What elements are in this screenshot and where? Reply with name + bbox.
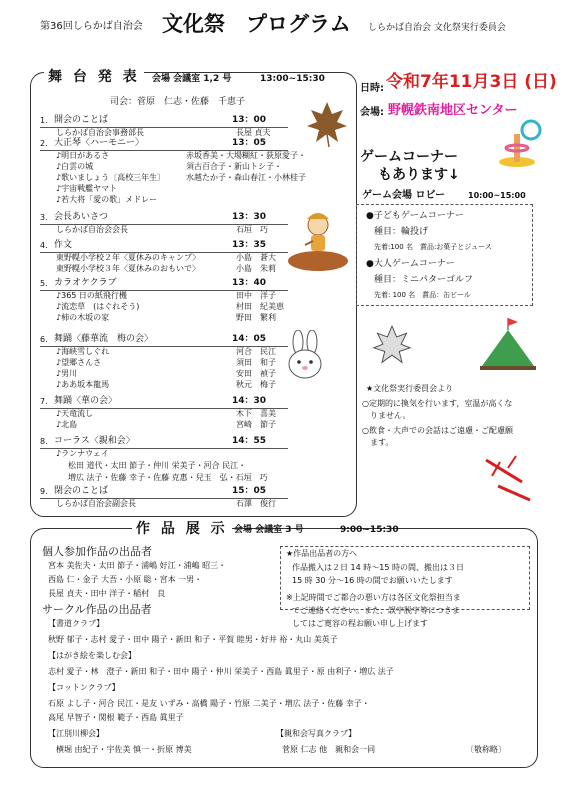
program-performer: 河合 民江 bbox=[236, 347, 276, 356]
club-members-calligraphy: 秋野 郁子・志村 愛子・田中 陽子・新田 和子・平賀 睦男・好井 裕・丸山 美英子 bbox=[48, 635, 338, 644]
chorus-members-1: 松田 道代・太田 節子・仲川 栄美子・河合 民江・ bbox=[68, 461, 247, 470]
honorific-note: 〔敬称略〕 bbox=[466, 745, 506, 754]
ring-toss-icon bbox=[495, 118, 545, 168]
program-performer: 長屋 貞夫 bbox=[236, 128, 271, 137]
program-performer: 野田 繁利 bbox=[236, 313, 276, 322]
program-item-time: 13：05 bbox=[232, 138, 267, 148]
stage-title: 舞 台 発 表 bbox=[44, 70, 144, 84]
exhibitor-note-4: でご連絡ください。また、誤字脱字等につきま bbox=[292, 606, 460, 615]
committee-note-title: ★文化祭実行委員会より bbox=[366, 384, 454, 393]
program-sub-title: ♪ああ坂本龍馬 bbox=[56, 380, 110, 389]
program-item-name: 舞踊〈華の会〉 bbox=[54, 396, 118, 406]
maple-leaf-icon bbox=[305, 100, 349, 148]
program-performer: 村田 紀美恵 bbox=[236, 302, 284, 311]
kids-game-event: 種目：輪投げ bbox=[374, 227, 429, 237]
program-item-number: 3. bbox=[40, 213, 48, 222]
adult-game-prize: 先着: 100 名 賞品：缶ビール bbox=[374, 291, 471, 299]
program-sub-title: ♪若大将「愛の歌」メドレー bbox=[56, 195, 158, 204]
program-sub-title: しらかば自治会会長 bbox=[56, 225, 128, 234]
game-corner-subtitle: もあります↓ bbox=[378, 167, 460, 183]
program-performer: 赤坂香美・大場糊紅・荻原愛子・ bbox=[186, 151, 306, 160]
kids-game-title: ●子どもゲームコーナー bbox=[366, 211, 464, 221]
exhibitor-note-3: ※上記時間でご都合の悪い方は各区文化祭担当ま bbox=[286, 593, 461, 602]
note-ventilation: ○定期的に換気を行います，室温が高くな bbox=[362, 399, 513, 408]
program-sub-title: ♪天竜流し bbox=[56, 409, 94, 418]
maple-leaf-outline-icon bbox=[372, 324, 412, 368]
program-performer: 須古百合子・新山トシ子・ bbox=[186, 162, 282, 171]
event-venue: 野幌鉄南地区センター bbox=[388, 103, 518, 118]
club-members-cotton-2: 高尾 早智子・関根 範子・西島 眞里子 bbox=[48, 713, 184, 722]
program-item-time: 13：30 bbox=[232, 212, 267, 222]
game-time: 10:00~15:00 bbox=[468, 191, 526, 200]
program-item-time: 14：30 bbox=[232, 396, 267, 406]
individual-line-3: 長屋 貞夫・田中 洋子・稲村 良 bbox=[48, 589, 166, 598]
exhibit-venue: 会場 会議室 3 号 bbox=[234, 525, 304, 535]
program-performer: 須田 和子 bbox=[236, 358, 276, 367]
program-performer: 水越たか子・森山春江・小林桂子 bbox=[186, 173, 306, 182]
program-sub-title: ♪流恋草 (はぐれそう) bbox=[56, 302, 140, 311]
mini-golf-icon bbox=[478, 316, 538, 372]
program-performer: 小島 朱莉 bbox=[236, 264, 276, 273]
program-sub-title: ♪柿の木坂の家 bbox=[56, 313, 110, 322]
program-sub-title: ♪明日があるさ bbox=[56, 151, 110, 160]
program-item-number: 2. bbox=[40, 139, 48, 148]
exhibitor-note-5: してはご寛容の程お願い申し上げます bbox=[292, 619, 428, 628]
exhibitor-note-2: 15 時 30 分～16 時の間でお願いいたします bbox=[292, 576, 453, 585]
exhibit-title: 作 品 展 示 bbox=[132, 522, 232, 536]
program-sub-title: ♪宇宙戦艦ヤマト bbox=[56, 184, 118, 193]
header-org: しらかば自治会 文化祭実行委員会 bbox=[368, 23, 506, 33]
program-sub-title: ♪海峡雪しぐれ bbox=[56, 347, 110, 356]
note-eating: ○飲食・大声での会話はご遠慮・ご配慮願 bbox=[362, 426, 513, 435]
program-item-time: 14：05 bbox=[232, 334, 267, 344]
individual-title: 個人参加作品の出品者 bbox=[42, 545, 152, 558]
page-title: 文化祭 プログラム bbox=[162, 12, 351, 36]
program-item-time: 15：05 bbox=[232, 486, 267, 496]
club-name-calligraphy: 【書道クラブ】 bbox=[48, 619, 105, 628]
program-item-name: コーラス〈親和会〉 bbox=[54, 436, 135, 446]
program-performer: 木下 喜美 bbox=[236, 409, 276, 418]
event-date: 令和7年11月3日 (日) bbox=[386, 72, 557, 92]
club-members-senryu: 横堀 由紀子・宇佐美 慎一・折原 博美 bbox=[56, 745, 192, 754]
program-sub-title: しらかば自治会事務部長 bbox=[56, 128, 144, 137]
program-item-number: 5. bbox=[40, 279, 48, 288]
dragonfly-icon bbox=[478, 452, 538, 502]
program-item-time: 13：00 bbox=[232, 115, 267, 125]
program-item-time: 13：40 bbox=[232, 278, 267, 288]
exhibit-time: 9:00~15:30 bbox=[340, 525, 399, 535]
program-item-number: 6. bbox=[40, 335, 48, 344]
program-item-number: 4. bbox=[40, 241, 48, 250]
exhibitor-note-title: ★作品出品者の方へ bbox=[286, 549, 358, 558]
program-item-name: 作文 bbox=[54, 240, 73, 250]
child-on-leaf-icon bbox=[285, 205, 351, 275]
program-item-number: 7. bbox=[40, 397, 48, 406]
stage-host: 司会：菅原 仁志・佐藤 千恵子 bbox=[110, 97, 246, 107]
club-name-senryu: 【江別川柳会】 bbox=[48, 729, 104, 738]
program-performer: 宮崎 節子 bbox=[236, 420, 276, 429]
program-sub-title: ♪望郷さんさ bbox=[56, 358, 102, 367]
program-performer: 秋元 梅子 bbox=[236, 380, 276, 389]
exhibitor-note-1: 作品搬入は２日 14 時～15 時の間、搬出は３日 bbox=[292, 563, 464, 572]
program-item-name: 大正琴〈ハーモニー〉 bbox=[54, 138, 145, 148]
program-item-number: 8. bbox=[40, 437, 48, 446]
rabbit-icon bbox=[285, 330, 325, 384]
program-performer: 小島 蒼大 bbox=[236, 253, 276, 262]
kids-game-prize: 先着:100 名 賞品:お菓子とジュース bbox=[374, 243, 492, 251]
date-label: 日時: bbox=[360, 83, 384, 94]
header-prefix: 第36回しらかば自治会 bbox=[40, 21, 143, 32]
program-item-name: 舞踊〈藤華流 梅の会〉 bbox=[54, 334, 154, 344]
game-venue: ゲーム会場 ロビー bbox=[362, 190, 446, 201]
program-item-name: 閉会のことば bbox=[54, 486, 109, 496]
program-sub-title: 東野幌小学校２年〈夏休みのキャンプ〉 bbox=[56, 253, 201, 262]
program-performer: 石澤 俊行 bbox=[236, 499, 276, 508]
circle-title: サークル作品の出品者 bbox=[42, 603, 152, 616]
individual-line-2: 西島 仁・金子 大吾・小原 聡・宮本 一男・ bbox=[48, 575, 203, 584]
club-members-postcard: 志村 愛子・林 澄子・新田 和子・田中 陽子・仲川 栄美子・西島 眞里子・原 由利子・増広 法子 bbox=[48, 667, 394, 676]
program-sub-title: しらかば自治会副会長 bbox=[56, 499, 136, 508]
program-sub-title: ♪歌いましょう〔高校三年生〕 bbox=[56, 173, 166, 182]
club-name-photo: 【親和会写真クラブ】 bbox=[276, 729, 357, 738]
program-item-time: 13：35 bbox=[232, 240, 267, 250]
venue-label: 会場: bbox=[360, 107, 384, 118]
program-sub-title: ♪男川 bbox=[56, 369, 78, 378]
program-sub-title: ♪白雲の城 bbox=[56, 162, 94, 171]
club-name-cotton: 【コットンクラブ】 bbox=[48, 683, 120, 692]
program-sub-title: ♪北島 bbox=[56, 420, 78, 429]
program-item-name: 開会のことば bbox=[54, 115, 109, 125]
note-ventilation-2: りません。 bbox=[370, 411, 411, 420]
game-corner-title: ゲームコーナー bbox=[360, 149, 458, 165]
stage-venue: 会場 会議室 1,2 号 bbox=[152, 74, 232, 84]
program-item-number: 1. bbox=[40, 116, 48, 125]
club-members-photo: 菅原 仁志 他 親和会一同 bbox=[282, 745, 376, 754]
note-eating-2: ます。 bbox=[370, 438, 394, 447]
chorus-members-2: 増広 法子・佐藤 幸子・佐藤 克惠・兒玉 弘・石垣 巧 bbox=[68, 473, 268, 482]
club-name-postcard: 【はがき絵を楽しむ会】 bbox=[48, 651, 136, 660]
program-performer: 石垣 巧 bbox=[236, 225, 268, 234]
club-members-cotton: 石原 よし子・河合 民江・是友 いずみ・高橋 陽子・竹原 二美子・増広 法子・佐藤 幸子・ bbox=[48, 699, 370, 708]
program-sub-title: ♪365 日の紙飛行機 bbox=[56, 291, 127, 300]
program-item-name: 会長あいさつ bbox=[54, 212, 109, 222]
program-sub-title: 東野幌小学校３年〈夏休みのおもいで〉 bbox=[56, 264, 200, 273]
program-performer: 安田 禎子 bbox=[236, 369, 276, 378]
program-performer: 田中 洋子 bbox=[236, 291, 276, 300]
program-item-name: カラオケクラブ bbox=[54, 278, 117, 288]
program-item-time: 14：55 bbox=[232, 436, 267, 446]
program-item-number: 9. bbox=[40, 487, 48, 496]
program-sub-title: ♪ランナウェイ bbox=[56, 449, 109, 458]
adult-game-event: 種目：ミニパターゴルフ bbox=[374, 275, 474, 285]
stage-time: 13:00~15:30 bbox=[260, 74, 325, 84]
adult-game-title: ●大人ゲームコーナー bbox=[366, 259, 455, 269]
individual-line-1: 宮本 美佐夫・太田 節子・浦嶋 好江・浦嶋 昭三・ bbox=[48, 561, 227, 570]
